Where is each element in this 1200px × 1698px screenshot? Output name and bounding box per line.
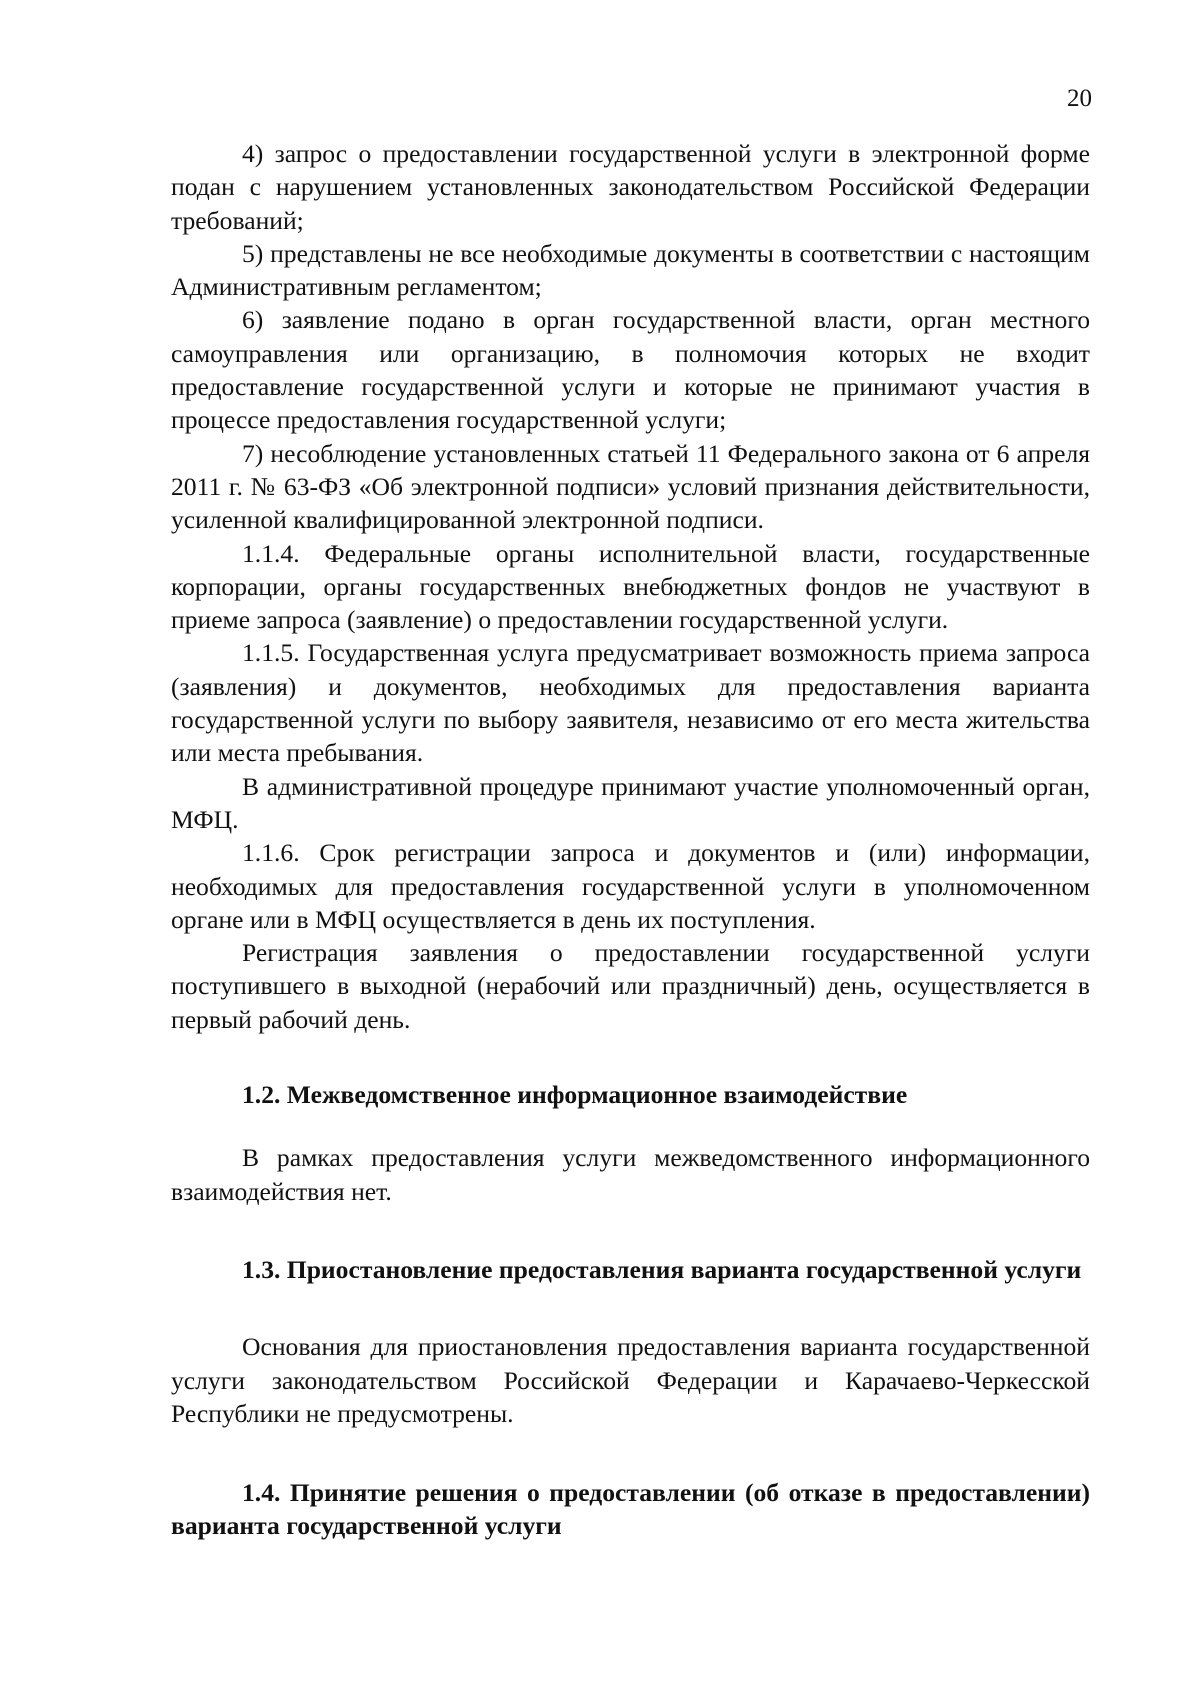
paragraph-1-1-4: 1.1.4. Федеральные органы исполнительной власти, государственные корпорации, органы государственных внебюджетных фондов не участвуют в приеме запроса (заявление) о предоставлении государственной услуги. — [171, 538, 1090, 635]
paragraph-registration: Регистрация заявления о предоставлении государственной услуги поступившего в выходной (нерабочий или праздничный) день, осуществляется в первый рабочий день. — [171, 938, 1090, 1034]
spacer — [171, 1208, 1090, 1253]
spacer — [171, 1286, 1090, 1330]
spacer — [171, 1111, 1090, 1141]
paragraph-1-1-6: 1.1.6. Срок регистрации запроса и документов и (или) информации, необходимых для предоставления государственной услуги в уполномоченном органе или в МФЦ осуществляется в день их поступления. — [171, 838, 1090, 934]
page-number: 20 — [1067, 85, 1092, 112]
section-heading-1-4: 1.4. Принятие решения о предоставлении (об отказе в предоставлении) варианта государственной услуги — [171, 1478, 1090, 1541]
section-1-2-body: В рамках предоставления услуги межведомственного информационного взаимодействия нет. — [171, 1143, 1090, 1206]
document-body — [171, 137, 1090, 1543]
paragraph-item-7: 7) несоблюдение установленных статьей 11 Федерального закона от 6 апреля 2011 г. № 63-ФЗ «Об электронной подписи» условий признания действительности, усиленной квалифицированной электронной подписи. — [171, 438, 1090, 535]
paragraph-item-5: 5) представлены не все необходимые документы в соответствии с настоящим Административным регламентом; — [171, 238, 1090, 302]
paragraph-admin-procedure: В административной процедуре принимают участие уполномоченный орган, МФЦ. — [171, 771, 1090, 834]
section-heading-1-2: 1.2. Межведомственное информационное взаимодействие — [242, 1080, 908, 1110]
section-heading-1-3: 1.3. Приостановление предоставления варианта государственной услуги — [242, 1254, 1082, 1284]
spacer — [171, 1036, 1090, 1078]
paragraph-item-4: 4) запрос о предоставлении государственной услуги в электронной форме подан с нарушением установленных законодательством Российской Федерации требований; — [171, 139, 1090, 235]
spacer — [171, 1430, 1090, 1476]
paragraph-1-1-5: 1.1.5. Государственная услуга предусматривает возможность приема запроса (заявления) и документов, необходимых для предоставления варианта государственной услуги по выбору заявителя, независимо от его места жительства или места пребывания. — [171, 638, 1090, 768]
section-1-3-body: Основания для приостановления предоставления варианта государственной услуги законодательством Российской Федерации и Карачаево-Черкесской Республики не предусмотрены. — [171, 1332, 1090, 1428]
paragraph-item-6: 6) заявление подано в орган государственной власти, орган местного самоуправления или организацию, в полномочия которых не входит предоставление государственной услуги и которые не принимают участия в процессе предоставления государственной услуги; — [171, 305, 1090, 435]
